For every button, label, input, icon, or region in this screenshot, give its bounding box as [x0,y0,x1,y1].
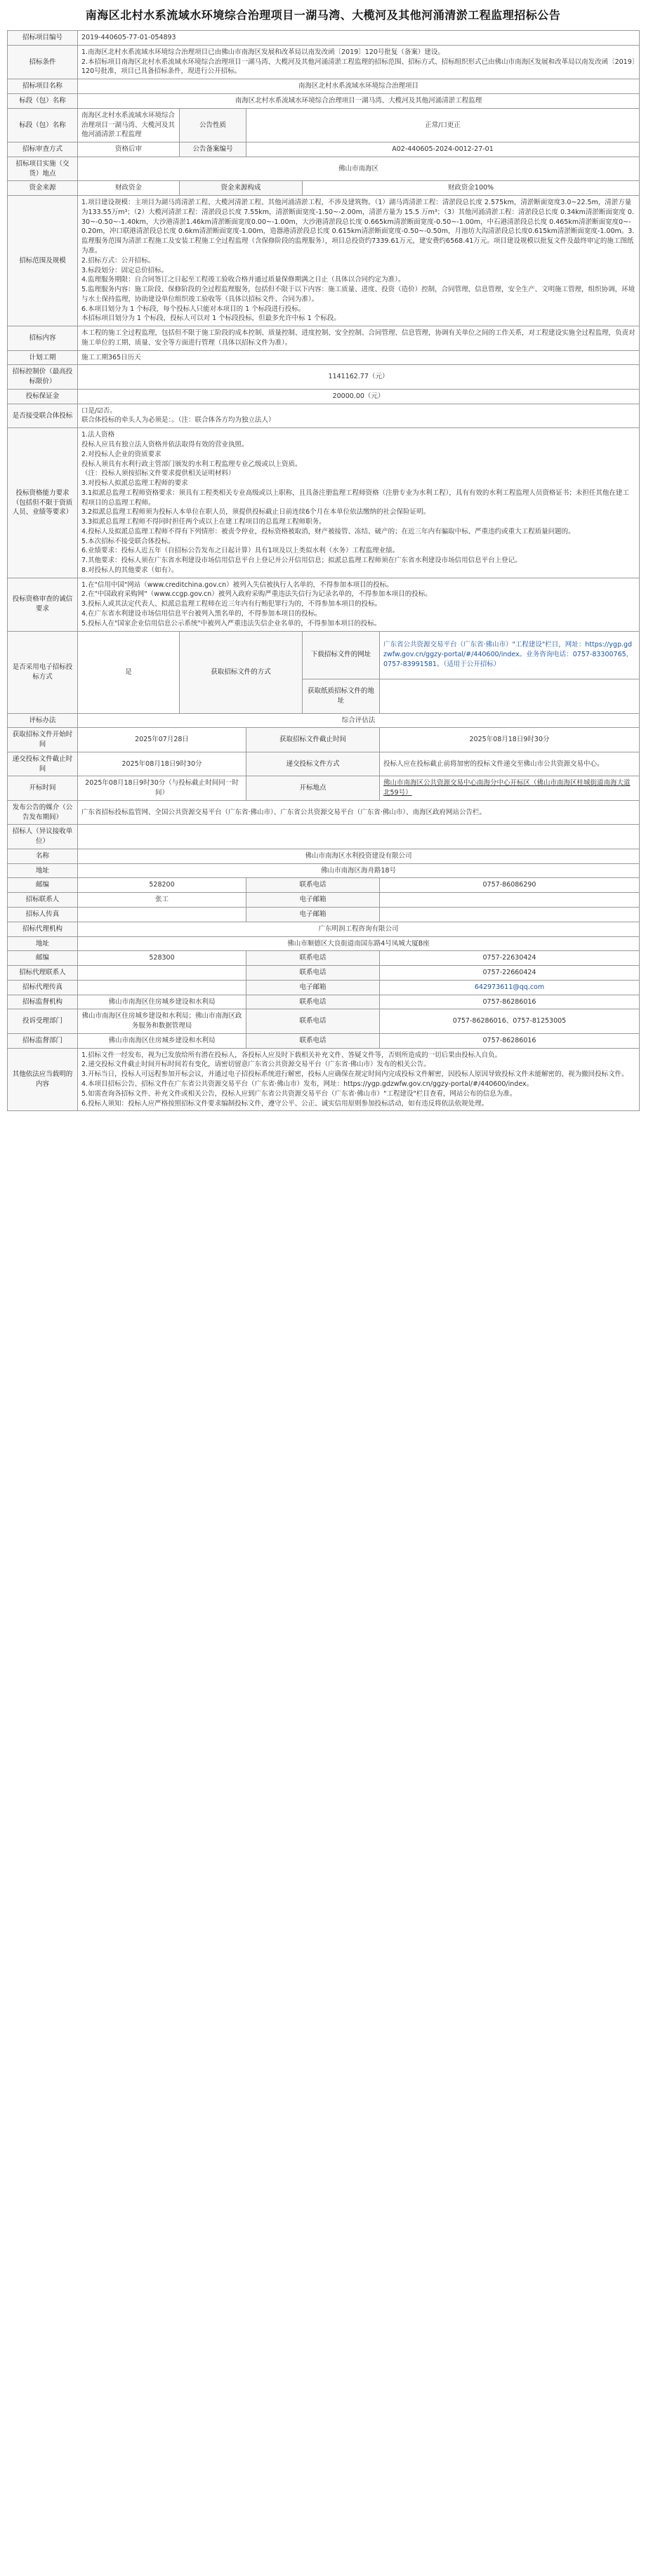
label-complaint: 投诉受理部门 [8,1009,78,1034]
label-get-end: 获取招标文件截止时间 [246,728,380,752]
consortium-line: 联合体投标的牵头人为必须是：。（注：联合体各方均为独立法人） [81,416,275,425]
notice-page [7,0,639,1120]
row-e-bidding-1 [8,631,640,679]
row-location [8,157,640,181]
label-tenderer-email-2: 电子邮箱 [246,908,380,922]
value-funds-source: 财政资金 [78,181,180,196]
value-supervisor: 佛山市南海区住房城乡建设和水利局 [78,995,246,1009]
value-agent-phone-2: 0757-22660424 [380,966,640,981]
value-get-end: 2025年08月18日9时30分 [380,728,640,752]
row-conditions [8,45,640,79]
label-eval: 评标办法 [8,713,78,728]
value-discipline: 佛山市南海区住房城乡建设和水利局 [78,1033,246,1048]
row-tenderer-addr [8,863,640,878]
label-project-no: 招标项目编号 [8,31,78,46]
row-get-time [8,728,640,752]
qualification-text: 1.法人资格 投标人应具有独立法人资格并依法取得有效的营业执照。 2.对投标人企业的资质要求 投标人须具有水利行政主管部门颁发的水利工程监理专业乙级或以上资质。 （注：投标人须按招标文件要求提供相关证明材料） 3.对投标人拟派总监理工程师的要求 3.1拟派总监理工程师资格要求：须具有工程类相关专业高级或以上职称，且具备注册监理工程师资格（注册专业为水利工程），具有有效的水利工程监理人员资格证书；未担任其他在建工程项目的总监理工程师。 3.2拟派总监理工程师须为投标人本单位在职人员，须提供投标截止日前连续6个月在本单位依法缴纳的社会保险证明。 3.3拟派总监理工程师不得同时担任两个或以上在建工程项目的总监理工程师职务。 4.投标人及拟派总监理工程师不得有下列情形：被责令停业，投标资格被取消，财产被接管、冻结、破产的；在近三年内有骗取中标、严重违约或重大工程质量问题的。 5.本次招标不接受联合体投标。 6.业绩要求：投标人近五年（自招标公告发布之日起计算）具有1项及以上类似水利（水务）工程监理业绩。 7.其他要求：投标人须在广东省水利建设市场信用信息平台上登记并公开信用信息；拟派总监理工程师须在广东省水利建设市场信用信息平台上登记。 8.对投标人的其他要求（如有）。 [81,431,629,574]
row-complaint [8,1009,640,1034]
scope-text: 1.项目建设规模：主项目为湖马湾清淤工程、大榄河清淤工程、其他河涌清淤工程，不涉及建筑物。（1）湖马湾清淤工程：清淤段总长度 2.575km，清淤断面宽度3.0~22.5m，清淤方量为133.55万m³；（2）大榄河清淤工程：清淤段总长度 7.55km，清淤断面宽度-1.50~-2.00m，清淤方量为 15.5 万m³；（3）其他河涌清淤工程：清淤段总长度 0.34km清淤断面宽度 0.30~-0.50~-1.40km，大沙港清淤1.46km清淤断面宽度0.00~-1.00m，大沙港清淤段总长度 0.665km清淤断面宽度-0.50~-1.00m，中石港清淤段总长度 0.465km清淤断面宽度0~-0.20m，冲口联港清淤段总长度 0.6km清淤断面宽度-1.00m，造器港清淤段总长度 0.615km清淤断面宽度-0.50~-0.50m，月池坊大沟清淤段总长度0.615km清淤断面宽度-1.00m。3.监理服务范围为清淤工程施工及安装工程施工全过程监理（含保修阶段的监理服务），项目总投资约7339.61万元，建安费约6568.41万元。项目建设规模以批复文件及最终审定的施工图纸为准。 2.招标方式：公开招标。 3.标段划分：固定总价招标。 4.监理服务期限：自合同签订之日起至工程竣工验收合格并通过质量保修期满之日止（具体以合同约定为准）。 5.监理服务内容：施工阶段、保修阶段的全过程监理服务，包括但不限于以下内容：施工质量、进度、投资（造价）控制，合同管理、信息管理，安全生产、文明施工管理，组织协调，环境与水土保持监理，协助建设单位组织竣工验收等（具体以招标文件、合同为准）。 6.本项目划分为 1 个标段，每个投标人只能对本项目的 1 个标段进行投标。 本招标项目划分为 1 个标段，投标人可以对 1 个标段投标，但最多允许中标 1 个标段。 [81,199,635,323]
row-content [8,326,640,351]
value-e-bidding: 是 [78,631,180,713]
row-tenderer-fax [8,908,640,922]
value-conditions [78,45,640,79]
label-agent-email: 电子邮箱 [246,980,380,995]
row-discipline [8,1033,640,1048]
label-agent-phone-2: 联系电话 [246,966,380,981]
row-period [8,350,640,365]
label-scope: 招标范围及规模 [8,196,78,326]
row-consortium [8,404,640,428]
label-bond: 投标保证金 [8,389,78,404]
value-open-time: 2025年08月18日9时30分（与投标截止时间同一时间） [78,776,246,801]
row-agent-email [8,980,640,995]
notice-table [7,30,640,1111]
value-tenderer-phone: 0757-86086290 [380,878,640,893]
row-agent-mail [8,951,640,966]
value-period: 施工工期365日历天 [78,350,640,365]
label-section: 标段（包）名称 [8,108,78,142]
value-qualification [78,428,640,578]
value-tenderer-email [380,893,640,908]
row-open [8,776,640,801]
label-tenderer-contact: 招标联系人 [8,893,78,908]
label-tenderer: 招标人（异议接收单位） [8,825,78,849]
label-funds-structure: 资金来源构成 [180,181,303,196]
label-tenderer-fax: 招标人传真 [8,908,78,922]
label-credit: 投标资格审查的诚信要求 [8,578,78,631]
value-agent-contact [78,966,246,981]
value-credit [78,578,640,631]
value-get-start: 2025年07月28日 [78,728,246,752]
value-complaint-phone: 0757-86286016、0757-81253005 [380,1009,640,1034]
row-section [8,108,640,142]
label-open-place: 开标地点 [246,776,380,801]
value-section: 南海区北村水系流域水环境综合治理项目一湖马湾、大榄河及其他河涌清淤工程监理 [78,108,180,142]
label-project-name: 招标项目名称 [8,79,78,94]
label-download-url: 下载招标文件的网址 [303,631,380,679]
credit-text: 1.在"信用中国"网站（www.creditchina.gov.cn）被列入失信被执行人名单的，不得参加本项目的投标。 2.在"中国政府采购网"（www.ccgp.gov.cn）被列入政府采购严重违法失信行为记录名单的，不得参加本项目的投标。 3.投标人或其法定代表人、拟派总监理工程师在近三年内有行贿犯罪行为的，不得参加本项目的投标。 4.在广东省水利建设市场信用信息平台被列入黑名单的，不得参加本项目的投标。 5.投标人在"国家企业信用信息公示系统"中被列入严重违法失信企业名单的，不得参加本项目的投标。 [81,580,432,628]
value-paper-file [380,679,640,713]
value-section-name: 南海区北村水系流域水环境综合治理项目一湖马湾、大榄河及其他河涌清淤工程监理 [78,94,640,109]
value-tenderer-addr: 佛山市南海区海舟路18号 [78,863,640,878]
label-tenderer-addr: 地址 [8,863,78,878]
label-record: 公告备案编号 [180,142,246,157]
value-location: 佛山市南海区 [78,157,640,181]
label-section-name: 标段（包）名称 [8,94,78,109]
label-supervisor-phone: 联系电话 [246,995,380,1009]
label-agent-phone: 联系电话 [246,951,380,966]
row-supervisor [8,995,640,1009]
row-submit [8,752,640,776]
value-supervisor-phone: 0757-86286016 [380,995,640,1009]
row-tenderer-name [8,849,640,863]
label-tenderer-zip: 邮编 [8,878,78,893]
row-qualification [8,428,640,578]
label-file-method: 获取招标文件的方式 [180,631,303,713]
value-tenderer-name: 佛山市南海区水利投资建设有限公司 [78,849,640,863]
value-complaint: 佛山市南海区住房城乡建设和水利局；佛山市南海区政务服务和数据管理局 [78,1009,246,1034]
label-tenderer-email: 电子邮箱 [246,893,380,908]
value-agent-addr: 佛山市顺德区大良街道南国东路4号凤城大厦B座 [78,936,640,951]
value-consortium [78,404,640,428]
label-e-bidding: 是否采用电子招标投标方式 [8,631,78,713]
label-submit-end: 递交投标文件截止时间 [8,752,78,776]
label-submit-method: 递交投标文件方式 [246,752,380,776]
label-complaint-phone: 联系电话 [246,1009,380,1034]
download-link[interactable]: 广东省公共资源交易平台（广东省·佛山市）"工程建设"栏目，网址：https://ygp.gdzwfw.gov.cn/ggzy-portal/#/440600/index。业务咨询电话：0757-83300765，0757-83991581。（适用于公开招标） [380,631,640,679]
row-agent-header [8,922,640,936]
label-discipline: 招标监督部门 [8,1033,78,1048]
label-period: 计划工期 [8,350,78,365]
row-bond [8,389,640,404]
value-scope [78,196,640,326]
label-tenderer-phone: 联系电话 [246,878,380,893]
value-other [78,1048,640,1111]
label-content: 招标内容 [8,326,78,351]
value-review: 资格后审 [78,142,180,157]
label-agent-addr: 地址 [8,936,78,951]
row-agent-addr [8,936,640,951]
value-agent-fax [78,980,246,995]
row-eval [8,713,640,728]
row-tenderer-contact [8,893,640,908]
row-tenderer-mail [8,878,640,893]
condition-item: 1.南海区北村水系流域水环境综合治理项目已由佛山市南海区发展和改革局以南发改函〔2019〕120号批复（备案）建设。 [81,48,444,56]
condition-item: 2.本招标项目南海区北村水系流域水环境综合治理项目一湖马湾、大榄河及其他河涌清淤工程监理的招标范围、招标方式、招标组织形式已由佛山市南海区发展和改革局以南发改函〔2019〕120号批准，项目已具备招标条件，现进行公开招标。 [81,58,635,76]
label-get-start: 获取招标文件开始时间 [8,728,78,752]
value-bond: 20000.00（元） [78,389,640,404]
other-text: 1.招标文件一经发布，视为已发放给所有潜在投标人，各投标人应及时下载相关补充文件、答疑文件等，否则所造成的一切后果由投标人自负。 2.递交投标文件截止时间开标时间若有变化，请密切留意广东省公共资源交易平台（广东省·佛山市）发布的相关公告。 3.开标当日，投标人可远程参加开标会议，并通过电子招投标系统进行解密，投标人应确保在规定时间内完成投标文件解密，因投标人原因导致投标文件未能解密的，视为撤回投标文件。 4.本项目招标公告、招标文件在广东省公共资源交易平台（广东省·佛山市）发布，网址：https://ygp.gdzwfw.gov.cn/ggzy-portal/#/440600/index。 5.如需查询各招标文件、补充文件或相关公告，投标人应到广东省公共资源交易平台（广东省·佛山市）"工程建设"栏目查看，网站公布的信息为准。 6.投标人须知：投标人应严格按照招标文件要求编制投标文件，遵守公平、公正、诚实信用原则参加投标活动，如有违反将依法依规处理。 [81,1051,628,1108]
label-control-price: 招标控制价（最高投标限价） [8,365,78,390]
value-content: 本工程的施工全过程监理，包括但不限于施工阶段的成本控制、质量控制、进度控制、安全控制、合同管理、信息管理，协调有关单位之间的工作关系，对工程建设实施全过程监理，负责对施工单位的工期、质量、安全等方面进行管理（具体以招标文件为准）。 [78,326,640,351]
value-tenderer-fax [78,908,246,922]
label-qualification: 投标资格能力要求（包括但不限于资质人员、业绩等要求） [8,428,78,578]
label-paper-file: 获取纸质招标文件的地址 [303,679,380,713]
consortium-line: 口是/☑否。 [81,406,117,415]
row-tenderer-header [8,825,640,849]
value-agent-phone: 0757-22630424 [380,951,640,966]
value-submit-end: 2025年08月18日9时30分 [78,752,246,776]
label-conditions: 招标条件 [8,45,78,79]
value-tenderer-email-2 [380,908,640,922]
row-credit [8,578,640,631]
value-discipline-phone: 0757-86286016 [380,1033,640,1048]
label-agent-contact: 招标代理联系人 [8,966,78,981]
label-discipline-phone: 联系电话 [246,1033,380,1048]
label-tenderer-name: 名称 [8,849,78,863]
row-review [8,142,640,157]
label-agent: 招标代理机构 [8,922,78,936]
value-agent: 广东明润工程咨询有限公司 [78,922,640,936]
row-funds [8,181,640,196]
value-agent-zip: 528300 [78,951,246,966]
row-project-no [8,31,640,46]
label-funds: 资金来源 [8,181,78,196]
row-other [8,1048,640,1111]
label-notice-type: 公告性质 [180,108,246,142]
value-control-price: 1141162.77（元） [78,365,640,390]
row-control-price [8,365,640,390]
row-publish-media [8,800,640,825]
row-project-name [8,79,640,94]
value-tenderer-zip: 528200 [78,878,246,893]
value-eval: 综合评估法 [78,713,640,728]
label-publish-media: 发布公告的媒介（公告发布期间） [8,800,78,825]
label-consortium: 是否接受联合体投标 [8,404,78,428]
value-project-no: 2019-440605-77-01-054893 [78,31,640,46]
row-agent-contact [8,966,640,981]
value-record: A02-440605-2024-0012-27-01 [246,142,640,157]
value-publish-media: 广东省招标投标监管网、全国公共资源交易平台（广东省·佛山市）、广东省公共资源交易平台（广东省·佛山市）、南海区政府网站公告栏。 [78,800,640,825]
row-scope [8,196,640,326]
label-other: 其他依法应当载明的内容 [8,1048,78,1111]
value-submit-method: 投标人应在投标截止前将加密的投标文件递交至佛山市公共资源交易中心。 [380,752,640,776]
label-open-time: 开标时间 [8,776,78,801]
label-agent-zip: 邮编 [8,951,78,966]
value-tenderer-contact: 张工 [78,893,246,908]
agent-email-link[interactable]: 642973611@qq.com [380,980,640,995]
label-agent-fax: 招标代理传真 [8,980,78,995]
value-project-name: 南海区北村水系流域水环境综合治理项目 [78,79,640,94]
page-title: 南海区北村水系流域水环境综合治理项目一湖马湾、大榄河及其他河涌清淤工程监理招标公告 [85,8,561,22]
row-section-name [8,94,640,109]
value-open-place: 佛山市南海区公共资源交易中心南海分中心开标区（佛山市南海区桂城街道南海大道北59号） [380,776,640,801]
label-review: 招标审查方式 [8,142,78,157]
value-funds-structure: 财政资金100% [303,181,640,196]
value-notice-type: 正常/口更正 [246,108,640,142]
label-location: 招标项目实施（交货）地点 [8,157,78,181]
label-supervisor: 招标监督机构 [8,995,78,1009]
